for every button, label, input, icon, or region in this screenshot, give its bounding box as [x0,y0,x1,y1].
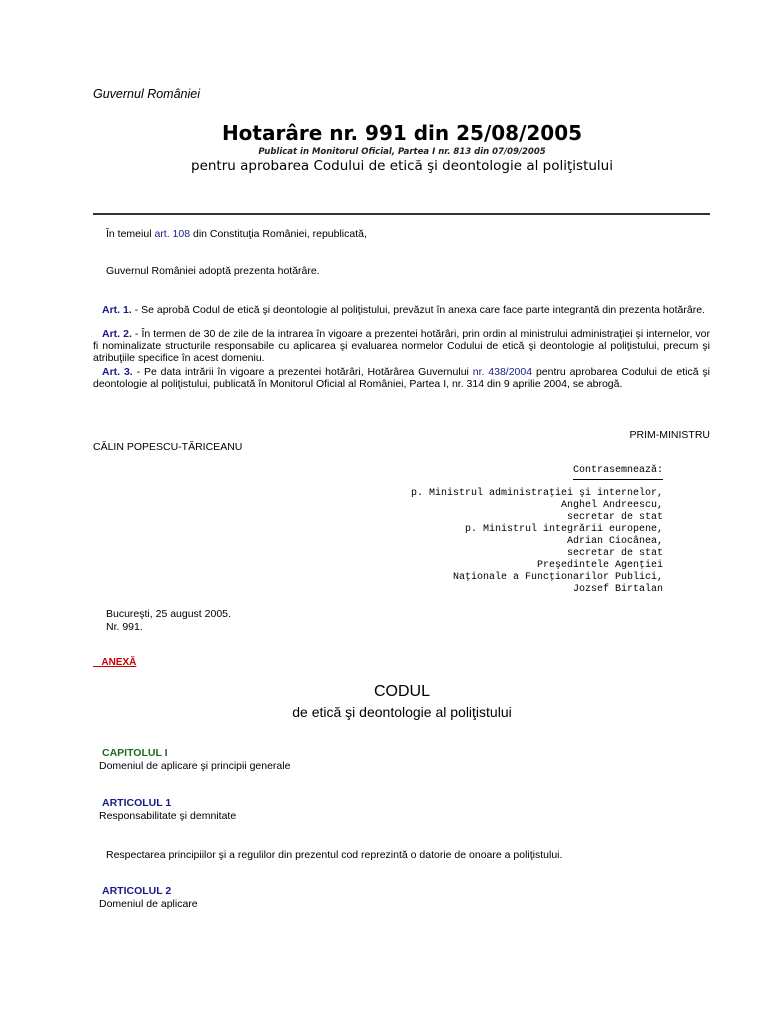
article-2-title: Domeniul de aplicare [99,898,198,910]
issuer: Guvernul României [93,87,200,101]
article-3-text-after: pentru aprobarea Codului de etică şi deontologie al poliţistului, publicată în Monitorul Oficial al României, Partea I, nr. 314 din 9 aprilie 2004, se abrogă. [93,366,710,390]
countersign-line: Preşedintele Agenţiei [536,560,663,571]
adopt-statement: Guvernul României adoptă prezenta hotărâre. [106,265,320,277]
article-2-text: - În termen de 30 de zile de la intrarea în vigoare a prezentei hotărâri, prin ordin al ministrului administraţiei şi internelor, vor fi nominalizate structurile responsabile cu aplicarea şi evaluarea normelor Codului de etică şi deontologie al poliţistului, precum şi atribuţiile specifice în acest domeniu. [93,328,710,364]
document-title: Hotarâre nr. 991 din 25/08/2005 [221,121,583,145]
signatory-name: CĂLIN POPESCU-TĂRICEANU [93,441,243,453]
chapter-label: CAPITOLUL I [102,747,168,759]
document-subtitle: pentru aprobarea Codului de etică şi deontologie al poliţistului [191,158,613,174]
countersign-line: Anghel Andreescu, [560,500,663,511]
countersign-line: Adrian Ciocânea, [566,536,663,547]
decision-number: Nr. 991. [106,621,143,633]
preamble-after: din Constituţia României, republicată, [190,228,367,240]
countersign-line: p. Ministrul integrării europene, [464,524,663,535]
article-3-label: Art. 3. [102,366,133,378]
header-divider [93,213,710,215]
countersignatures [300,465,663,596]
countersign-line: p. Ministrul administraţiei şi internelor, [410,488,663,499]
article-1-heading: ARTICOLUL 1 [102,797,172,809]
annex-label[interactable]: ANEXĂ [101,657,137,668]
signatory-role: PRIM-MINISTRU [629,429,710,441]
article-1-title: Responsabilitate şi demnitate [99,810,237,822]
article-2-label: Art. 2. [102,328,132,340]
countersign-line: secretar de stat [566,548,663,559]
constitution-article-link[interactable]: art. 108 [154,228,191,240]
article-1-label: Art. 1. [102,304,132,316]
countersign-line: Naţionale a Funcţionarilor Publici, [452,572,663,583]
countersign-line: secretar de stat [566,512,663,523]
chapter-title: Domeniul de aplicare şi principii generale [99,760,291,772]
publication-note: Publicat in Monitorul Oficial, Partea I nr. 813 din 07/09/2005 [258,147,546,157]
code-subtitle: de etică şi deontologie al poliţistului [292,704,512,720]
place-date: Bucureşti, 25 august 2005. [106,608,231,620]
preamble [93,228,723,240]
annex-link[interactable] [93,657,136,668]
hg-438-link[interactable]: nr. 438/2004 [472,366,533,378]
article-3 [93,366,710,390]
article-1-text: - Se aprobă Codul de etică şi deontologie al poliţistului, prevăzut în anexa care face parte integrantă din prezenta hotărâre. [131,304,705,316]
countersign-line: Jozsef Birtalan [572,584,663,595]
code-title: CODUL [373,683,430,700]
article-1 [93,304,710,316]
countersign-heading: Contrasemnează: [573,465,663,480]
article-3-text-before: - Pe data intrării în vigoare a prezentei hotărâri, Hotărârea Guvernului [132,366,473,378]
article-1-body: Respectarea principiilor şi a regulilor din prezentul cod reprezintă o datorie de onoare a poliţistului. [106,849,563,861]
article-2-heading: ARTICOLUL 2 [102,885,172,897]
preamble-before: În temeiul [106,228,155,240]
article-2 [93,328,710,364]
